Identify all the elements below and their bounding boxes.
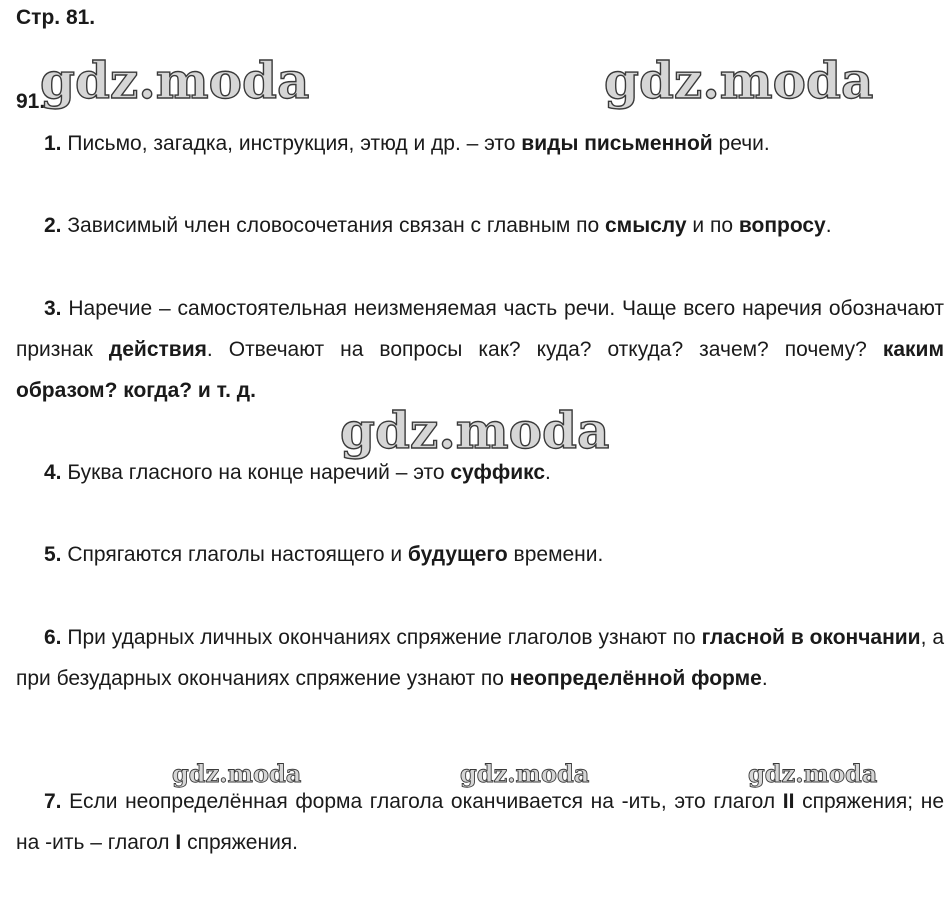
watermark-logo: gdz.moda [748, 759, 878, 788]
answer-5 [16, 534, 944, 575]
answer-text: . [825, 214, 832, 237]
answer-3 [16, 288, 944, 411]
answer-2 [16, 205, 944, 246]
answer-number: 4. [44, 461, 62, 484]
answer-text: и по [686, 214, 739, 237]
answer-number: 3. [44, 297, 62, 320]
exercise-number: 91. [16, 90, 46, 113]
answer-bold-text: неопределённой форме [509, 667, 762, 690]
answer-bold-text: будущего [407, 543, 508, 566]
answer-number: 6. [44, 626, 62, 649]
answer-number: 7. [44, 790, 62, 813]
page-number: Стр. 81. [16, 6, 96, 29]
answer-text: Письмо, загадка, инструкция, этюд и др. – это [61, 132, 522, 155]
watermark-logo: gdz.moda [40, 51, 310, 110]
answer-bold-text: виды письменной [521, 132, 713, 155]
answer-bold-text: II [782, 790, 795, 813]
answer-text: времени. [507, 543, 604, 566]
answer-bold-text: каким образом? когда? и т. д. [16, 338, 944, 402]
answer-number: 2. [44, 214, 62, 237]
answer-text: спряжения; не на -ить – глагол [16, 790, 944, 854]
answer-text: . Отвечают на вопросы как? куда? откуда? зачем? почему? [206, 338, 883, 361]
answer-7 [16, 781, 944, 863]
answer-text: речи. [712, 132, 770, 155]
answer-text: Зависимый член словосочетания связан с главным по [61, 214, 605, 237]
answer-number: 5. [44, 543, 62, 566]
answer-bold-text: суффикс [450, 461, 546, 484]
answer-text: Буква гласного на конце наречий – это [61, 461, 451, 484]
answer-bold-text: действия [108, 338, 207, 361]
answer-text: спряжения. [181, 831, 299, 854]
answer-text: При ударных личных окончаниях спряжение глаголов узнают по [61, 626, 702, 649]
answer-text: . [545, 461, 551, 484]
answer-text: , а при безударных окончаниях спряжение узнают по [16, 626, 944, 690]
answer-bold-text: гласной в окончании [701, 626, 921, 649]
answer-bold-text: I [175, 831, 182, 854]
answer-bold-text: вопросу [738, 214, 826, 237]
answer-text: Спрягаются глаголы настоящего и [61, 543, 408, 566]
answer-bold-text: смыслу [604, 214, 687, 237]
answer-text: Наречие – самостоятельная неизменяемая часть речи. Чаще всего наречия обозначают признак [16, 297, 944, 361]
answer-text: . [761, 667, 768, 690]
watermark-logo: gdz.moda [172, 759, 302, 788]
watermark-logo: gdz.moda [460, 759, 590, 788]
watermark-logo: gdz.moda [604, 51, 874, 110]
watermark-logo: gdz.moda [340, 401, 610, 460]
answer-6 [16, 617, 944, 699]
answer-number: 1. [44, 132, 62, 155]
answer-1 [16, 123, 944, 164]
answer-text: Если неопределённая форма глагола оканчивается на -ить, это глагол [61, 790, 783, 813]
